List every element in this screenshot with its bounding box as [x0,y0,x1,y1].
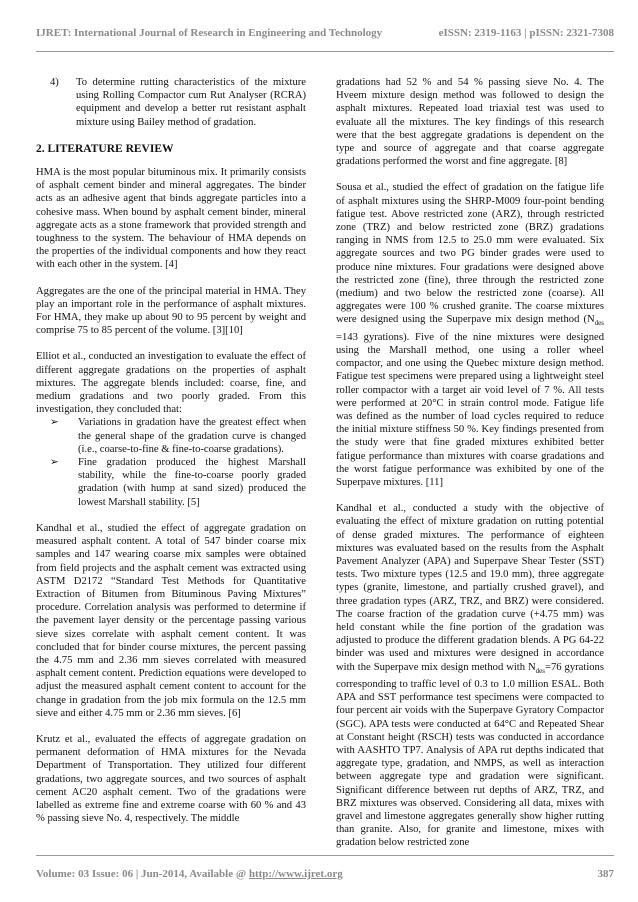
journal-link[interactable]: http://www.ijret.org [248,868,343,880]
issn-label: eISSN: 2319-1163 | pISSN: 2321-7308 [438,27,614,39]
journal-title: IJRET: International Journal of Research in Engineering and Technology [36,27,383,39]
list-item-text: Variations in gradation have the greatest effect when the general shape of the gradation curve is changed (i.e., coarse-to-fine & fine-to-coarse gradations). [78,417,306,455]
page-footer [36,855,614,885]
paragraph-sousa: Sousa et al., studied the effect of gradation on the fatigue life of asphalt mixtures using the SHRP-M009 four-point bending fatigue test. Above restricted zone (ARZ), through restricted zone (TRZ) and below restricted zone (BRZ) gradations ranging in NMS from 12.5 to 25.0 mm were evaluated. Six aggregate sources and two PG binder grades were used to produce nine mixtures. Four gradations were designed above the restricted zone (fine), three through the restricted zone (medium) and two below the restricted zone (coarse). All aggregates were 100 % crushed granite. The coarse mixtures were designed using the Superpave mix design method ($N_{des} =143$ gyrations). Five of the nine mixtures were designed using the Marshall method, one using a roller wheel compactor, and one using the Quebec mixture design method. Fatigue test specimens were prepared using a lightweight steel roller compactor with a target air void level of 7 %. All tests were performed at 20°C in strain control mode. Fatigue life was defined as the number of load cycles required to reduce the initial mixture stiffness 50 %. Key findings presented from the study were that fine graded mixtures exhibited better fatigue performance than mixtures with coarse gradations and the worst fatigue performance was exhibited by one of the Superpave mixtures. [11] [336,182,604,488]
paragraph-elliot: Elliot et al., conducted an investigation to evaluate the effect of different aggregate gradations on the properties of asphalt mixtures. The aggregate blends included: coarse, fine, and medium gradations and two poorly graded. From this investigation, they concluded that: [36,351,306,416]
item-number: 4) [50,77,59,88]
paragraph-aggregates: Aggregates are the one of the principal material in HMA. They play an important role in the performance of asphalt mixtures. For HMA, they make up about 90 to 95 percent by weight and comprise 75 to 85 percent of the volume. [3][10] [36,285,306,337]
paragraph-hma: HMA is the most popular bituminous mix. It primarily consists of asphalt cement binder and mineral aggregates. The binder acts as an adhesive agent that binds aggregate particles into a cohesive mass. When bound by asphalt cement binder, mineral aggregate acts as a stone framework that provided strength and toughness to the system. The behaviour of HMA depends on the properties of the individual components and how they react with each other in the system. [4] [36,167,306,271]
page-header [36,12,614,52]
objective-item-4 [36,76,306,129]
section-heading: 2. LITERATURE REVIEW [36,142,174,155]
findings-list [36,416,306,508]
item-text: To determine rutting characteristics of the mixture using Rolling Compactor cum Rut Analyser (RCRA) equipment and develop a better rut resistant asphalt mixture using Bailey method of gradation. [76,77,306,128]
paragraph-kandhal-rutting: Kandhal et al., conducted a study with the objective of evaluating the effect of mixture gradation on rutting potential of dense graded mixtures. The performance of eighteen mixtures was evaluated based on the results from the Asphalt Pavement Analyzer (APA) and Superpave Shear Tester (SST) tests. Two mixture types (12.5 and 19.0 mm), three aggregate types (granite, limestone, and partially crushed gravel), and three gradation types (ARZ, TRZ, and BRZ) were considered. The coarse fraction of the gradation curve (+4.75 mm) was held constant while the fine portion of the gradation was adjusted to produce the different gradation blends. A PG 64-22 binder was used and mixtures were designed in accordance with the Superpave mix design method with $N_{des}=76$ gyrations corresponding to traffic level of 0.3 to 1.0 million ESAL. Both APA and SST performance test specimens were compacted to four percent air voids with the Superpave Gyratory Compactor (SGC). APA tests were conducted at 64°C and Repeated Shear at Constant height (RSCH) tests was conducted in accordance with AASHTO TP7. Analysis of APA rut depths indicated that aggregate type, gradation, and NMPS, as well as interaction between aggregate type and gradation were significant. Significant difference between rut depths of ARZ, TRZ, and BRZ mixtures was observed. Considering all data, mixes with gravel and limestone aggregates generally show higher rutting than granite. Also, for granite and limestone, mixes with gradation below restricted zone [336,503,604,849]
paragraph-krutz: Krutz et al., evaluated the effects of aggregate gradation on permanent deformation of HMA mixtures for the Nevada Department of Transportation. They utilized four different gradations, two aggregate sources, and two sources of asphalt cement AC20 asphalt cement. Two of the gradations were labelled as extreme fine and extreme coarse with 60 % and 43 % passing sieve No. 4, respectively. The middle [36,733,306,825]
list-item [36,456,306,509]
page-number: 387 [597,868,614,880]
paragraph-hveem: gradations had 52 % and 54 % passing sieve No. 4. The Hveem mixture design method was followed to design the asphalt mixtures. Repeated load triaxial test was used to evaluate all the mixtures. The key findings of this research were that the best aggregate gradations is dependent on the type and source of aggregate and that coarse aggregate gradations performed the worst and fine aggregate. [8] [336,77,604,168]
list-item-text: Fine gradation produced the highest Marshall stability, while the fine-to-coarse poorly graded gradation (with hump at sand sized) produced the lowest Marshall stability. [5] [78,457,306,508]
list-item [36,416,306,456]
footer-volume: Volume: 03 Issue: 06 | Jun-2014, Available @ http://www.ijret.org [36,868,343,880]
paragraph-kandhal-asphalt: Kandhal et al., studied the effect of aggregate gradation on measured asphalt content. A total of 547 binder coarse mix samples and 147 wearing coarse mix samples were obtained from field projects and the asphalt cement was extracted using ASTM D2172 “Standard Test Methods for Quantitative Extraction of Bitumen from Bituminous Paving Mixtures” procedure. Correlation analysis was performed to determine if the pavement layer density or the percentage passing various sieve sizes correlate with asphalt cement content. It was concluded that for binder course mixtures, the percent passing the 4.75 mm and 2.36 mm sieves correlated with measured asphalt cement content. Prediction equations were developed to adjust the measured asphalt cement content to account for the change in gradation from the job mix formula on the 12.5 mm sieve and either 4.75 mm or 2.36 mm sieves. [6] [36,522,306,719]
left-column [36,76,306,838]
right-column [336,76,604,863]
arrow-bullet-icon: ➢ [50,417,59,429]
arrow-bullet-icon: ➢ [50,457,59,469]
